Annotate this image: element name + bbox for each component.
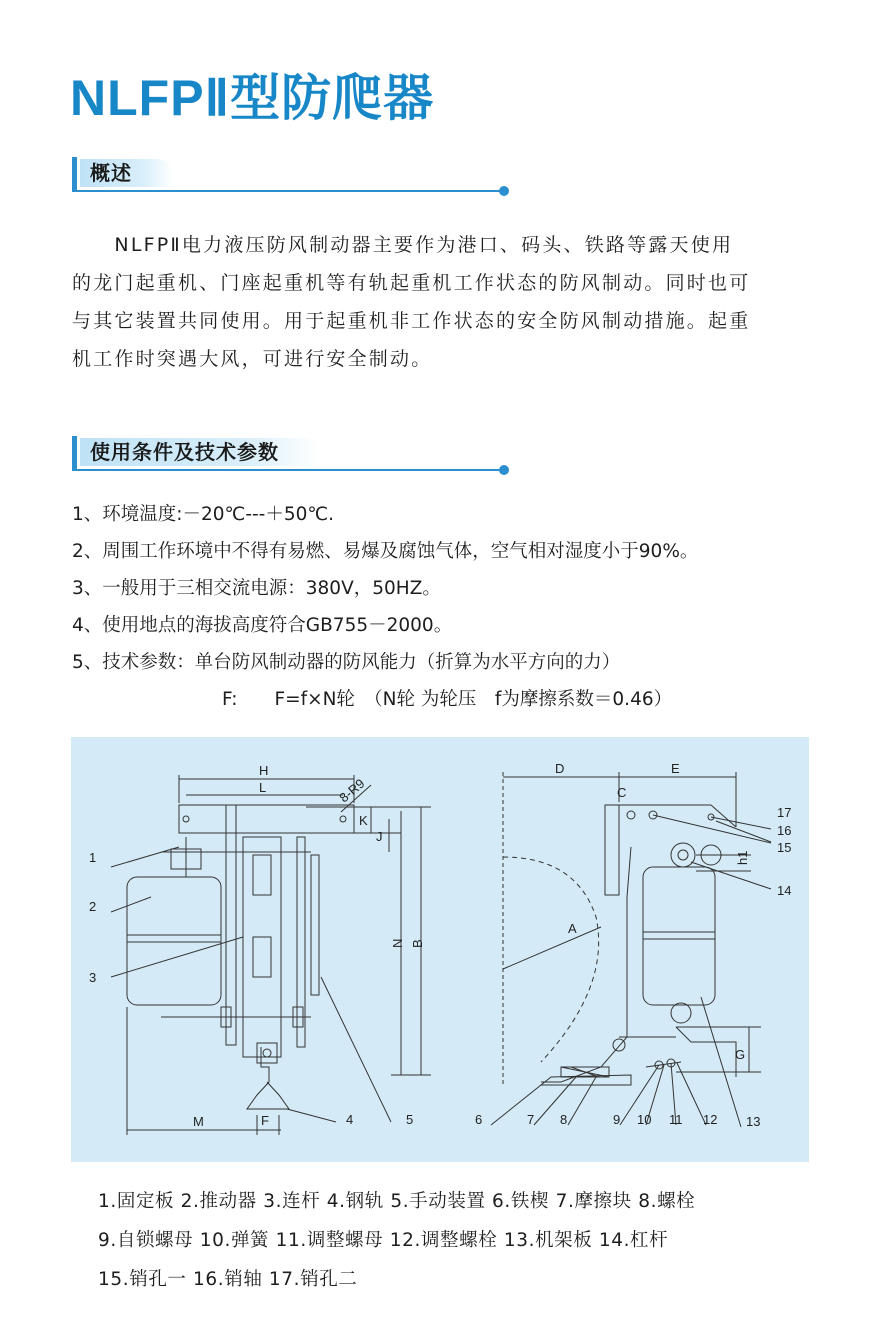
formula: F: F=f×N轮 （N轮 为轮压 f为摩擦系数＝0.46）: [222, 689, 673, 710]
label-n16: 16: [777, 823, 792, 838]
overview-line: 与其它装置共同使用。用于起重机非工作状态的安全防风制动措施。起重: [72, 310, 751, 332]
overview-line: 机工作时突遇大风，可进行安全制动。: [72, 348, 433, 370]
label-n5: 5: [406, 1112, 414, 1127]
label-M: M: [193, 1114, 204, 1129]
label-n9: 9: [613, 1112, 621, 1127]
overview-paragraph: [72, 226, 817, 378]
page-title: NLFPⅡ型防爬器: [70, 70, 435, 126]
label-C: C: [617, 785, 627, 800]
label-n2: 2: [89, 899, 97, 914]
label-n15: 15: [777, 840, 792, 855]
section-title-conditions: 使用条件及技术参数: [80, 438, 319, 466]
label-G: G: [735, 1047, 746, 1062]
label-n4: 4: [346, 1112, 354, 1127]
label-H: H: [259, 763, 269, 778]
label-J: J: [376, 829, 383, 844]
label-h1: h1: [735, 850, 750, 865]
label-n6: 6: [475, 1112, 483, 1127]
section-title-overview: 概述: [80, 159, 172, 187]
technical-drawing: [71, 737, 809, 1162]
label-K: K: [359, 813, 368, 828]
label-D: D: [555, 761, 565, 776]
condition-item: 1、环境温度:－20℃---＋50℃.: [72, 504, 335, 525]
label-n12: 12: [703, 1112, 718, 1127]
label-F: F: [261, 1113, 269, 1128]
legend-line: 15.销孔一 16.销轴 17.销孔二: [98, 1269, 358, 1290]
overview-line: NLFPⅡ电力液压防风制动器主要作为港口、码头、铁路等露天使用: [72, 234, 734, 256]
label-B: B: [410, 939, 425, 948]
label-n8: 8: [560, 1112, 568, 1127]
label-n3: 3: [89, 970, 97, 985]
condition-item: 4、使用地点的海拔高度符合GB755－2000。: [72, 615, 453, 636]
label-n7: 7: [527, 1112, 535, 1127]
label-n13: 13: [746, 1114, 761, 1129]
legend-line: 9.自锁螺母 10.弹簧 11.调整螺母 12.调整螺栓 13.机架板 14.杠杆: [98, 1230, 669, 1251]
label-n1: 1: [89, 850, 97, 865]
section-header-conditions: [72, 436, 512, 476]
condition-item: 2、周围工作环境中不得有易燃、易爆及腐蚀气体，空气相对湿度小于90%。: [72, 541, 699, 562]
legend-line: 1.固定板 2.推动器 3.连杆 4.钢轨 5.手动装置 6.铁楔 7.摩擦块 8.螺栓: [98, 1191, 696, 1212]
overview-line: 的龙门起重机、门座起重机等有轨起重机工作状态的防风制动。同时也可: [72, 272, 751, 294]
label-L: L: [259, 780, 267, 795]
section-header-overview: [72, 157, 512, 197]
condition-item: 5、技术参数：单台防风制动器的防风能力（折算为水平方向的力）: [72, 652, 621, 673]
label-N: N: [390, 938, 405, 948]
label-n10: 10: [637, 1112, 652, 1127]
label-A: A: [568, 921, 577, 936]
label-n14: 14: [777, 883, 792, 898]
label-8-R9: 8-R9: [336, 775, 368, 806]
condition-item: 3、一般用于三相交流电源：380V，50HZ。: [72, 578, 441, 599]
label-n11: 11: [669, 1112, 683, 1127]
label-n17: 17: [777, 805, 792, 820]
label-E: E: [671, 761, 680, 776]
